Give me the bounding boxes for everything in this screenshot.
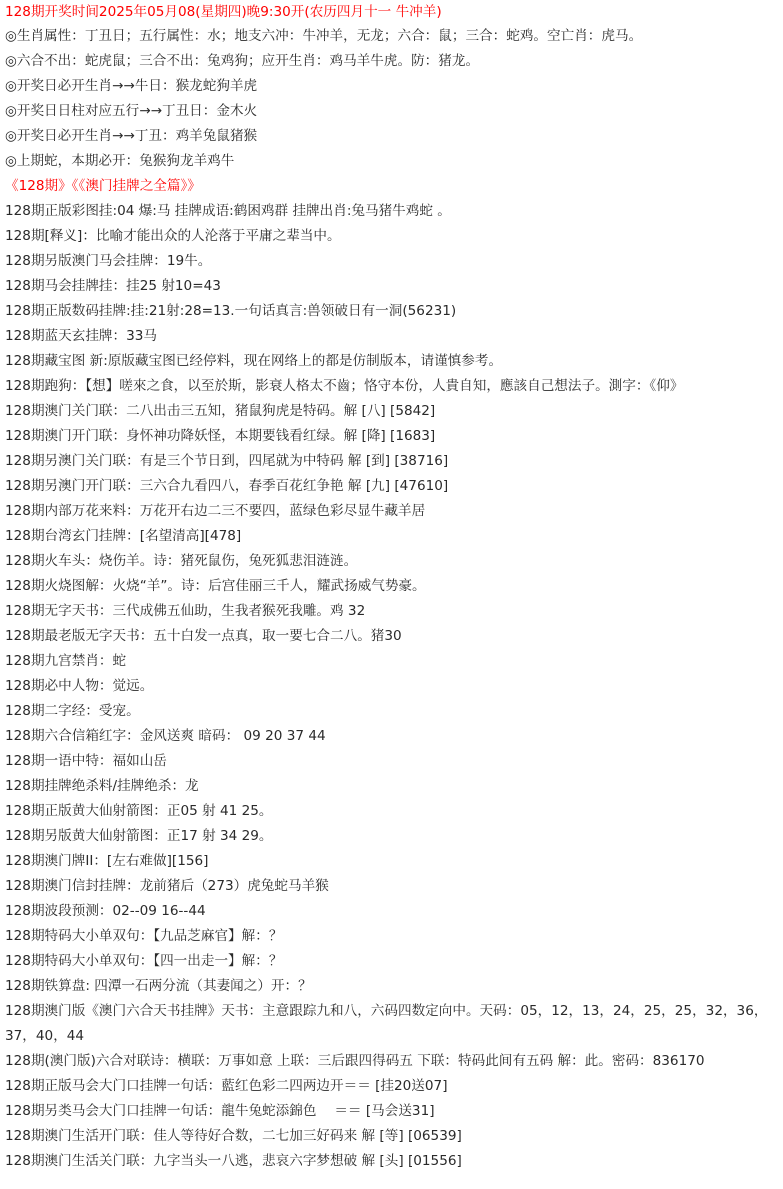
- list-item: 128期台湾玄门挂牌：[名望清高][478]: [5, 528, 242, 544]
- list-item: 128期另版黄大仙射箭图：正17 射 34 29。: [5, 828, 273, 844]
- draw-time-header: 128期开奖时间2025年05月08(星期四)晚9:30开(农历四月十一 牛冲羊): [5, 4, 442, 20]
- list-item: 128期正版马会大门口挂牌一句话：藍红色彩二四两边开＝＝ [挂20送07]: [5, 1078, 448, 1094]
- list-item: 128期另澳门开门联：三六合九看四八，春季百花红争艳 解 [九] [47610]: [5, 478, 449, 494]
- list-item: 128期另澳门关门联：有是三个节日到，四尾就为中特码 解 [到] [38716]: [5, 453, 449, 469]
- list-item: 128期特码大小单双句：【九品芝麻官】解：？: [5, 928, 283, 944]
- list-item: 128期火车头：烧伤羊。诗：猪死鼠伤，兔死狐悲泪涟涟。: [5, 553, 358, 569]
- list-item: 128期澳门信封挂牌：龙前猪后（273）虎兔蛇马羊猴: [5, 878, 329, 894]
- list-item: 128期正版黄大仙射箭图：正05 射 41 25。: [5, 803, 273, 819]
- info-line-ox-day: ◎开奖日必开生肖→→牛日：猴龙蛇狗羊虎: [5, 78, 258, 94]
- list-item: 128期挂牌绝杀料/挂牌绝杀：龙: [5, 778, 199, 794]
- list-item: 128期澳门关门联：二八出击三五知，猪鼠狗虎是特码。解 [八] [5842]: [5, 403, 436, 419]
- list-item: 128期澳门生活开门联：佳人等待好合数，二七加三好码来 解 [等] [06539]: [5, 1128, 462, 1144]
- list-item: 128期必中人物：觉远。: [5, 678, 154, 694]
- list-item: 128期九宫禁肖：蛇: [5, 653, 127, 669]
- info-block: [5, 24, 777, 174]
- info-line-liuhe: ◎六合不出：蛇虎鼠；三合不出：兔鸡狗；应开生肖：鸡马羊牛虎。防：猪龙。: [5, 53, 480, 69]
- list-item: 128期正版数码挂牌:挂:21射:28=13.一句话真言:兽领破日有一洞(56231): [5, 303, 457, 319]
- list-item: 128期另版澳门马会挂牌：19牛。: [5, 253, 212, 269]
- list-item: 128期特码大小单双句：【四一出走一】解：？: [5, 953, 283, 969]
- list-item: 128期一语中特：福如山岳: [5, 753, 167, 769]
- list-item: 128期蓝天玄挂牌：33马: [5, 328, 157, 344]
- list-item: 128期澳门版《澳门六合天书挂牌》天书：主意跟踪九和八，六码四数定向中。天码：05，12，13，24，25，25，32，36，37，40，44: [5, 1003, 768, 1044]
- entry-list: [5, 199, 777, 1174]
- info-line-five-elements: ◎开奖日日柱对应五行→→丁丑日：金木火: [5, 103, 258, 119]
- list-item: 128期马会挂牌挂：挂25 射10=43: [5, 278, 221, 294]
- list-item: 128期最老版无字天书：五十白发一点真，取一要七合二八。猪30: [5, 628, 402, 644]
- list-item: 128期澳门牌II：[左右难做][156]: [5, 853, 209, 869]
- list-item: 128期无字天书：三代成佛五仙助，生我者猴死我雕。鸡 32: [5, 603, 366, 619]
- list-item: 128期波段预测：02--09 16--44: [5, 903, 206, 919]
- list-item: 128期(澳门版)六合对联诗：横联：万事如意 上联：三后跟四得码五 下联：特码此间有五码 解：此。密码：836170: [5, 1053, 705, 1069]
- list-item: 128期澳门开门联：身怀神功降妖怪，本期要钱看红绿。解 [降] [1683]: [5, 428, 436, 444]
- list-item: 128期澳门生活关门联：九字当头一八逃，悲哀六字梦想破 解 [头] [01556]: [5, 1153, 462, 1169]
- list-item: 128期正版彩图挂:04 爆:马 挂牌成语:鹤困鸡群 挂牌出肖:兔马猪牛鸡蛇 。: [5, 203, 451, 219]
- list-item: 128期跑狗：【想】嗟來之食，以至於斯，影衰人格太不齒；恪守本份，人貴自知，應該自己想法子。測字：《仰》: [5, 378, 684, 394]
- info-line-zodiac-attributes: ◎生肖属性：丁丑日；五行属性：水；地支六冲：牛冲羊，无龙；六合：鼠；三合：蛇鸡。空亡肖：虎马。: [5, 28, 643, 44]
- list-item: 128期藏宝图 新:原版藏宝图已经停料，现在网络上的都是仿制版本，请谨慎参考。: [5, 353, 503, 369]
- list-item: 128期六合信箱红字：金风送爽 暗码： 09 20 37 44: [5, 728, 326, 744]
- list-item: 128期[释义]：比喻才能出众的人沦落于平庸之辈当中。: [5, 228, 341, 244]
- list-item: 128期另类马会大门口挂牌一句话：龍牛兔蛇添錦色 ＝＝ [马会送31]: [5, 1103, 435, 1119]
- list-item: 128期火烧图解：火烧“羊”。诗：后宫佳丽三千人，耀武扬威气势豪。: [5, 578, 426, 594]
- list-item: 128期二字经：受宠。: [5, 703, 140, 719]
- list-item: 128期铁算盘: 四潭一石两分流（其妻闻之）开：？: [5, 978, 312, 994]
- section-title: 《128期》《《澳门挂牌之全篇》》: [5, 178, 201, 194]
- list-item: 128期内部万花来料：万花开右边二三不要四，蓝绿色彩尽显牛藏羊居: [5, 503, 426, 519]
- info-line-dingchou: ◎开奖日必开生肖→→丁丑：鸡羊兔鼠猪猴: [5, 128, 258, 144]
- info-line-last-period: ◎上期蛇，本期必开：兔猴狗龙羊鸡牛: [5, 153, 235, 169]
